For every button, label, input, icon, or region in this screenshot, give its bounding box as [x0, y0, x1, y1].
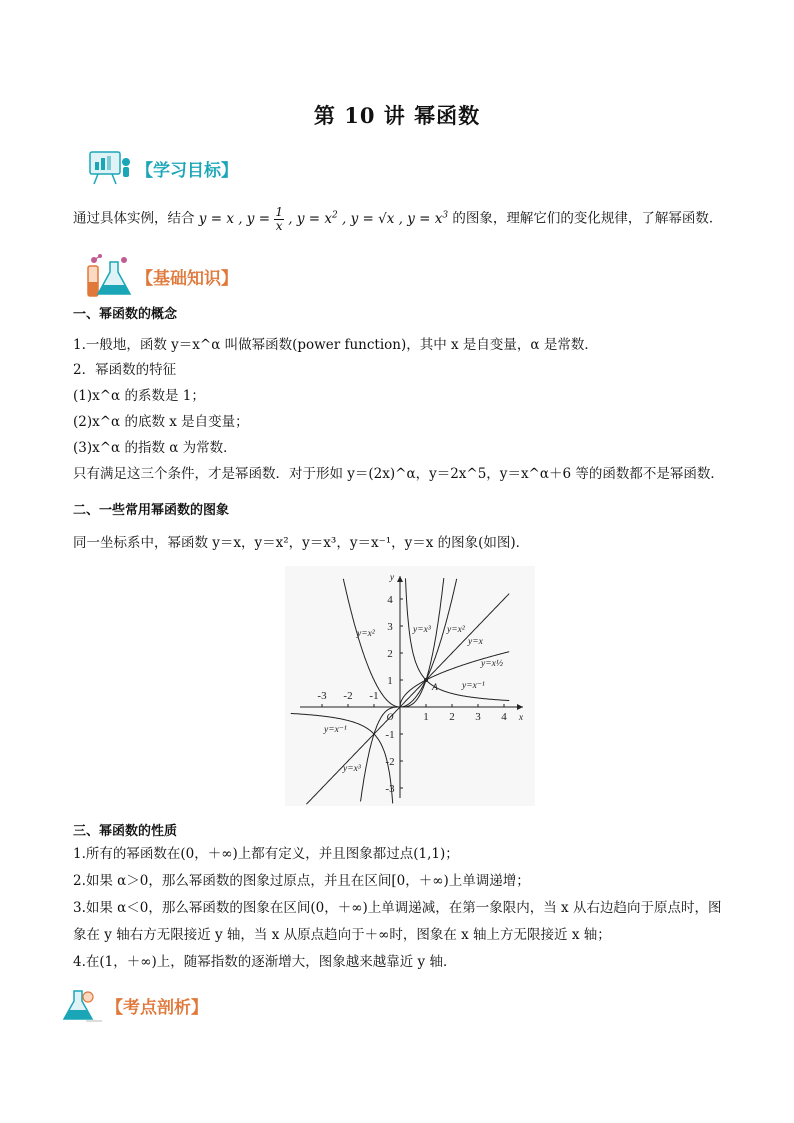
section-analysis-label: 【考点剖析】	[106, 997, 208, 1018]
x-tick-label: 2	[449, 711, 455, 723]
y-axis-label: y	[389, 573, 395, 583]
curve-label: y=x³	[343, 764, 361, 774]
curve-label: y=x²	[357, 629, 375, 639]
y-tick-label: -1	[385, 729, 395, 741]
section-basics-header	[84, 252, 238, 300]
x-tick-label: -2	[343, 690, 353, 702]
goal-formula: y = x , y = $\frac{1}{x}$ , $y = x^2$ , y = √x , $y = x^3$	[198, 204, 449, 233]
goal-text-before: 通过具体实例，结合	[73, 210, 195, 227]
part3-line2: 2.如果 α＞0，那么幂函数的图象过原点，并且在区间[0，＋∞)上单调递增；	[73, 873, 530, 889]
curve-label: y=x⁻¹	[324, 725, 347, 735]
part3-line4: 象在 y 轴右方无限接近 y 轴，当 x 从原点趋向于＋∞时，图象在 x 轴上方无限接近 x 轴；	[73, 927, 611, 943]
x-tick-label: -1	[369, 690, 379, 702]
power-function-graph	[285, 566, 535, 806]
part1-heading: 一、幂函数的概念	[73, 307, 178, 322]
section-basics-label: 【基础知识】	[136, 268, 238, 289]
y-tick-label: 4	[387, 594, 393, 606]
part1-line1: 1.一般地，函数 y＝x^α 叫做幂函数(power function)，其中 x 是自变量，α 是常数．	[73, 337, 598, 353]
curve-label: y=x½	[481, 659, 503, 669]
part3-line5: 4.在(1，＋∞)上，随幂指数的逐渐增大，图象越来越靠近 y 轴．	[73, 954, 457, 970]
y-tick-label: -2	[385, 756, 395, 768]
part3-line3: 3.如果 α＜0，那么幂函数的图象在区间(0，＋∞)上单调递减，在第一象限内，当 x 从右边趋向于原点时，图	[73, 900, 722, 916]
flask-icon	[84, 252, 134, 300]
part1-line6: 只有满足这三个条件，才是幂函数．对于形如 y＝(2x)^α，y＝2x^5，y＝x^α＋6 等的函数都不是幂函数．	[73, 466, 724, 482]
part2-heading: 二、一些常用幂函数的图象	[73, 503, 230, 518]
flask-icon	[62, 985, 104, 1025]
curve-label: y=x	[468, 637, 483, 647]
part2-line1: 同一坐标系中，幂函数 y＝x，y＝x²，y＝x³，y＝x⁻¹，y＝x 的图象(如图)．	[73, 535, 530, 551]
whiteboard-icon	[88, 148, 134, 188]
part3-heading: 三、幂函数的性质	[73, 824, 178, 839]
part1-line3: (1)x^α 的系数是 1；	[73, 388, 205, 404]
y-tick-label: 3	[387, 621, 393, 633]
x-axis-label: x	[518, 713, 524, 723]
curve-label: y=x³	[413, 625, 431, 635]
point-a-label: A	[432, 683, 438, 693]
page-title: 第 10 讲 幂函数	[313, 103, 481, 128]
y-tick-label: 1	[387, 675, 393, 687]
part3-line1: 1.所有的幂函数在(0，＋∞)上都有定义，并且图象都过点(1,1)；	[73, 846, 459, 862]
origin-label: O	[386, 713, 394, 723]
section-goal-label: 【学习目标】	[136, 160, 238, 181]
curve-label: y=x⁻¹	[462, 681, 485, 691]
section-goal-header	[88, 148, 238, 188]
section-analysis-header	[62, 985, 208, 1025]
goal-text	[73, 202, 733, 233]
y-tick-label: 2	[387, 648, 393, 660]
part1-line2: 2．幂函数的特征	[73, 362, 177, 378]
x-tick-label: 3	[475, 711, 481, 723]
x-tick-label: 4	[501, 711, 507, 723]
part1-line5: (3)x^α 的指数 α 为常数．	[73, 440, 237, 456]
y-tick-label: -3	[385, 783, 395, 795]
curve-label: y=x²	[447, 625, 465, 635]
x-tick-label: -3	[317, 690, 327, 702]
x-tick-label: 1	[423, 711, 429, 723]
part1-line4: (2)x^α 的底数 x 是自变量；	[73, 414, 249, 430]
goal-text-after: 的图象，理解它们的变化规律，了解幂函数．	[452, 210, 723, 227]
point-a	[425, 679, 428, 682]
